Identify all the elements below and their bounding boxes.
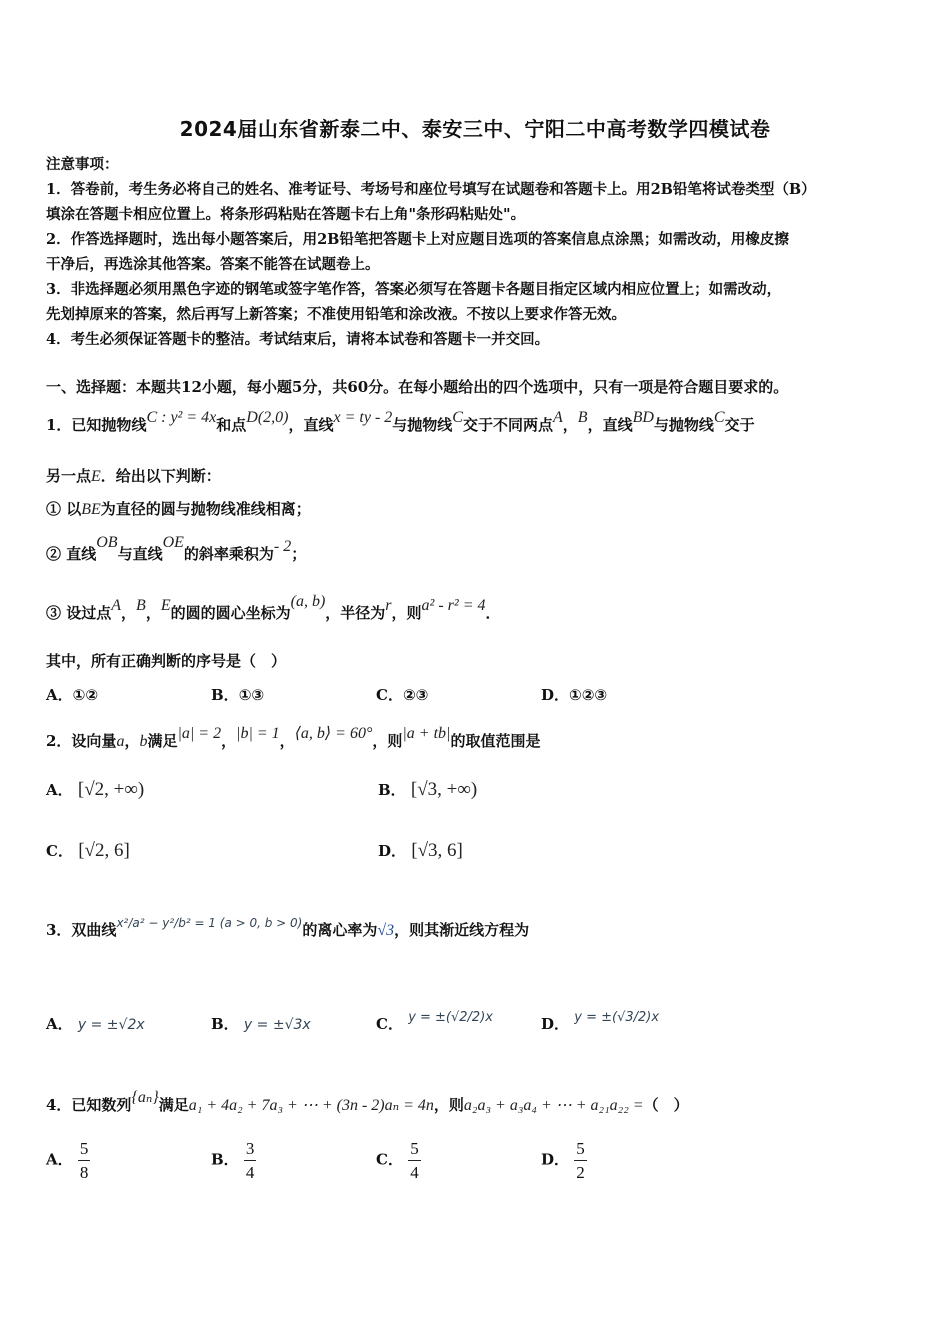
judgement-3: ③ 设过点A，B，E的圆的圆心坐标为(a, b)，半径为r，则a² - r² = 4． bbox=[46, 593, 501, 622]
fraction: $\frac{5}{2}$ bbox=[576, 1139, 585, 1182]
notice-line-3: 2．作答选择题时，选出每小题答案后，用2B铅笔把答题卡上对应题目选项的答案信息点涂黑；如需改动，用橡皮擦 bbox=[46, 231, 789, 248]
q3-option-d[interactable]: D． y = ±(√3/2)x bbox=[541, 1010, 660, 1033]
q1-option-d[interactable]: D．①②③ bbox=[541, 686, 608, 704]
notice-heading: 注意事项： bbox=[46, 156, 119, 173]
notice-line-6: 先划掉原来的答案，然后再写上新答案；不准使用铅笔和涂改液。不按以上要求作答无效。 bbox=[46, 306, 626, 323]
judgement-2: ② 直线OB与直线OE的斜率乘积为- 2； bbox=[46, 534, 307, 563]
section-heading: 一、选择题：本题共12小题，每小题5分，共60分。在每小题给出的四个选项中，只有一项是符合题目要求的。 bbox=[46, 378, 789, 396]
fraction: $\frac{5}{4}$ bbox=[410, 1139, 419, 1182]
q1-option-c[interactable]: C．②③ bbox=[376, 686, 429, 704]
q2-option-d[interactable]: D． [√3, 6] bbox=[378, 840, 463, 861]
math-parabola: C : y² = 4x bbox=[146, 409, 217, 426]
notice-line-7: 4．考生必须保证答题卡的整洁。考试结束后，请将本试卷和答题卡一并交回。 bbox=[46, 331, 550, 348]
question-4: 4．已知数列{aₙ}满足a₁ + 4a₂ + 7a₃ + ⋯ + (3n - 2)aₙ = 4n，则a₂a₃ + a₃a₄ + ⋯ + a₂₁a₂₂ =（ ） bbox=[46, 1089, 689, 1114]
notice-line-1: 1．答卷前，考生务必将自己的姓名、准考证号、考场号和座位号填写在试题卷和答题卡上。用2B铅笔将试卷类型（B） bbox=[46, 181, 816, 198]
q3-option-b[interactable]: B． y = ±√3x bbox=[211, 1015, 311, 1033]
q2-option-b[interactable]: B． [√3, +∞) bbox=[378, 779, 478, 800]
q2-option-a[interactable]: A． [√2, +∞) bbox=[46, 779, 145, 800]
q4-option-a[interactable]: A． $\frac{5}{8}$ bbox=[46, 1139, 89, 1182]
notice-line-5: 3．非选择题必须用黑色字迹的钢笔或签字笔作答，答案必须写在答题卡各题目指定区域内相应位置上；如需改动， bbox=[46, 281, 782, 298]
question-1: 1．已知抛物线C : y² = 4x和点D(2,0)，直线x = ty - 2与抛物线C交于不同两点A，B，直线BD与抛物线C交于 bbox=[46, 409, 755, 434]
fraction: $\frac{3}{4}$ bbox=[245, 1139, 255, 1182]
notice-line-4: 干净后，再选涂其他答案。答案不能答在试题卷上。 bbox=[46, 256, 380, 273]
question-3: 3．双曲线$^{x^2/a^2 - y^2/b^2 = 1 (a > 0, b > 0)}$的离心率为√3，则其渐近线方程为 bbox=[46, 916, 530, 939]
q4-option-c[interactable]: C． $\frac{5}{4}$ bbox=[376, 1139, 419, 1182]
question-1-line-2: 另一点E．给出以下判断： bbox=[46, 467, 221, 485]
q3-option-c[interactable]: C． y = ±(√2/2)x bbox=[376, 1010, 493, 1033]
page-title: 2024届山东省新泰二中、泰安三中、宁阳二中高考数学四模试卷 bbox=[179, 117, 771, 141]
q2-option-c[interactable]: C． [√2, 6] bbox=[46, 840, 130, 861]
q3-option-a[interactable]: A． y = ±√2x bbox=[46, 1015, 145, 1033]
q1-option-a[interactable]: A．①② bbox=[46, 686, 99, 704]
math-point-d: D(2,0) bbox=[246, 409, 289, 426]
q4-option-b[interactable]: B． $\frac{3}{4}$ bbox=[211, 1139, 255, 1182]
judgement-1: ① 以BE为直径的圆与抛物线准线相离； bbox=[46, 500, 311, 518]
q4-option-d[interactable]: D． $\frac{5}{2}$ bbox=[541, 1139, 585, 1182]
notice-line-2: 填涂在答题卡相应位置上。将条形码粘贴在答题卡右上角"条形码粘贴处"。 bbox=[46, 206, 526, 223]
math-line: x = ty - 2 bbox=[333, 409, 393, 426]
fraction: $\frac{5}{8}$ bbox=[79, 1139, 89, 1182]
question-2: 2．设向量a，b满足|a| = 2，|b| = 1，⟨a, b⟩ = 60°，则|a + tb|的取值范围是 bbox=[46, 725, 541, 750]
question-1-ask: 其中，所有正确判断的序号是（ ） bbox=[46, 652, 287, 670]
math-hyperbola: x²/a² − y²/b² = 1 (a > 0, b > 0) bbox=[116, 916, 303, 930]
q1-option-b[interactable]: B．①③ bbox=[211, 686, 265, 704]
